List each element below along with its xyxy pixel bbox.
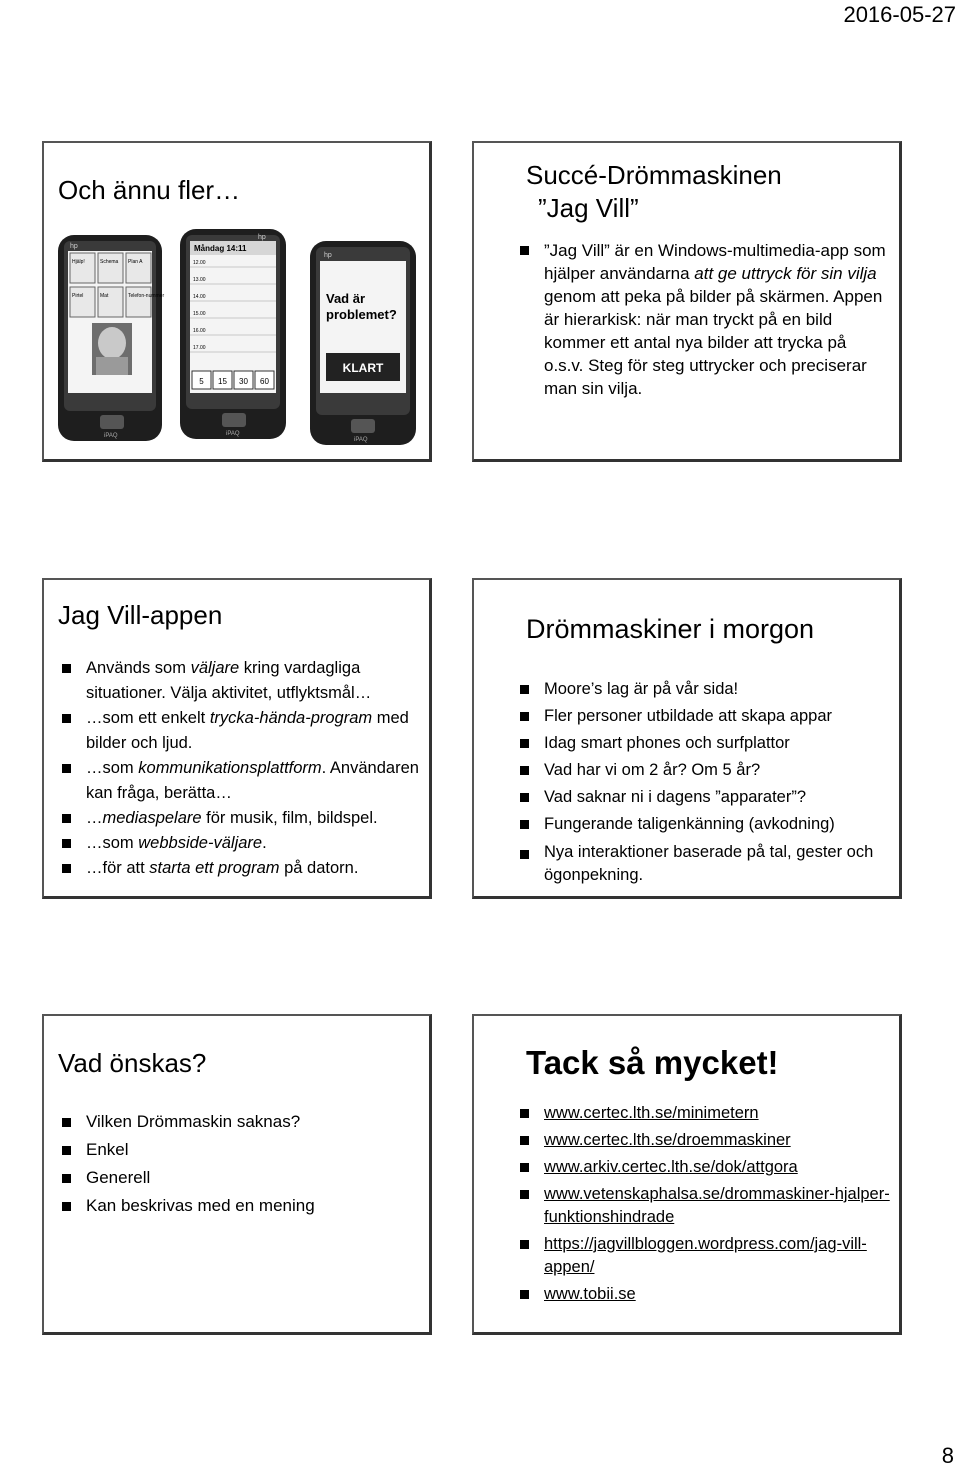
- square-bullet-icon: [62, 1174, 71, 1183]
- square-bullet-icon: [520, 793, 529, 802]
- phone-2: [180, 229, 286, 439]
- bullet-item: Fungerande taligenkänning (avkodning): [516, 811, 896, 838]
- square-bullet-icon: [62, 839, 71, 848]
- square-bullet-icon: [520, 1136, 529, 1145]
- square-bullet-icon: [62, 1118, 71, 1127]
- slide-drommaskiner-i-morgon: [472, 578, 902, 899]
- bullet-item: Moore’s lag är på vår sida!: [516, 676, 896, 703]
- bullet-item: Idag smart phones och surfplattor: [516, 730, 896, 757]
- url-link[interactable]: www.arkiv.certec.lth.se/dok/attgora: [544, 1158, 798, 1176]
- slide-och-annu-fler: [42, 141, 432, 462]
- slide-title-line-1: Succé-Drömmaskinen: [526, 160, 782, 190]
- url-link[interactable]: www.certec.lth.se/minimetern: [544, 1104, 759, 1122]
- bullet-item: [516, 1183, 896, 1229]
- square-bullet-icon: [520, 1190, 529, 1199]
- phone-button-label: Telefon-nummer: [128, 293, 165, 299]
- svg-text:iPAQ: iPAQ: [104, 433, 118, 439]
- bullet-item: Vilken Drömmaskin saknas?: [58, 1108, 424, 1136]
- slide-vad-onskas: [42, 1014, 432, 1335]
- slide-title: Drömmaskiner i morgon: [526, 614, 815, 644]
- schedule-time: 13.00: [193, 277, 206, 283]
- bullet-item: Kan beskrivas med en mening: [58, 1192, 424, 1220]
- schedule-time: 17.00: [193, 345, 206, 351]
- bullet-item: Nya interaktioner baserade på tal, gester och ögonpekning.: [516, 841, 896, 887]
- svg-text:Måndag 14:11: Måndag 14:11: [194, 244, 247, 253]
- bullet-list: [58, 656, 424, 881]
- square-bullet-icon: [520, 685, 529, 694]
- svg-text:KLART: KLART: [342, 361, 384, 375]
- slide-jag-vill-appen: [42, 578, 432, 899]
- square-bullet-icon: [62, 1202, 71, 1211]
- square-bullet-icon: [520, 1163, 529, 1172]
- square-bullet-icon: [520, 1290, 529, 1299]
- phone-1: [58, 235, 164, 441]
- url-link[interactable]: https://jagvillbloggen.wordpress.com/jag-vill-appen/: [544, 1235, 867, 1276]
- slide-title-line-2: ”Jag Vill”: [538, 193, 639, 223]
- phone-button-label: Schema: [100, 259, 119, 265]
- bullet-item: Fler personer utbildade att skapa appar: [516, 703, 896, 730]
- svg-text:iPAQ: iPAQ: [226, 431, 240, 437]
- schedule-time: 14.00: [193, 294, 206, 300]
- page-number: 8: [941, 1443, 954, 1468]
- bullet-item: Generell: [58, 1164, 424, 1192]
- bullet-item: Används som väljare kring vardagliga situationer. Välja aktivitet, utflyktsmål…: [58, 656, 424, 706]
- square-bullet-icon: [62, 714, 71, 723]
- svg-text:iPAQ: iPAQ: [354, 437, 368, 443]
- square-bullet-icon: [62, 1146, 71, 1155]
- square-bullet-icon: [62, 764, 71, 773]
- bullet-item: [516, 1233, 896, 1279]
- square-bullet-icon: [62, 864, 71, 873]
- phone-button: [98, 287, 123, 317]
- svg-text:problemet?: problemet?: [326, 307, 397, 322]
- timer-button-label: 15: [218, 377, 227, 386]
- url-link[interactable]: www.certec.lth.se/droemmaskiner: [544, 1131, 791, 1149]
- bullet-list: [58, 1108, 424, 1220]
- phone-button: [98, 253, 123, 283]
- slide-title: Tack så mycket!: [526, 1044, 779, 1081]
- square-bullet-icon: [520, 766, 529, 775]
- slide-title: Och ännu fler…: [58, 175, 241, 205]
- bullet-item: Vad saknar ni i dagens ”apparater”?: [516, 784, 896, 811]
- bullet-list: [516, 239, 886, 400]
- svg-text:hp: hp: [324, 252, 332, 259]
- phone-button: [70, 287, 95, 317]
- slide-title: [526, 159, 782, 225]
- bullet-item: …som webbside-väljare.: [58, 831, 424, 856]
- date-header: 2016-05-27: [843, 2, 956, 27]
- slide-tack-sa-mycket: [472, 1014, 902, 1335]
- bullet-item: …för att starta ett program på datorn.: [58, 856, 424, 881]
- bullet-item: [516, 1102, 896, 1125]
- phone-button: [70, 253, 95, 283]
- slide-title: Jag Vill-appen: [58, 600, 223, 630]
- square-bullet-icon: [520, 1240, 529, 1249]
- square-bullet-icon: [520, 246, 529, 255]
- slide-title: Vad önskas?: [58, 1048, 207, 1078]
- bullet-item: Vad har vi om 2 år? Om 5 år?: [516, 757, 896, 784]
- svg-text:hp: hp: [70, 243, 78, 250]
- timer-button-label: 5: [199, 377, 204, 386]
- timer-button-label: 30: [239, 377, 248, 386]
- svg-text:Vad är: Vad är: [326, 291, 366, 306]
- square-bullet-icon: [520, 820, 529, 829]
- phone-button-label: Pirtel: [72, 293, 84, 299]
- bullet-item: [516, 1156, 896, 1179]
- bullet-item: [516, 1129, 896, 1152]
- bullet-item: …som ett enkelt trycka-hända-program med bilder och ljud.: [58, 706, 424, 756]
- phones-photo: [56, 227, 420, 459]
- phone-button: [126, 253, 151, 283]
- square-bullet-icon: [62, 814, 71, 823]
- svg-text:hp: hp: [258, 234, 266, 241]
- square-bullet-icon: [520, 1109, 529, 1118]
- bullet-list: [516, 676, 896, 887]
- square-bullet-icon: [520, 739, 529, 748]
- square-bullet-icon: [520, 850, 529, 859]
- schedule-time: 15.00: [193, 311, 206, 317]
- url-link[interactable]: www.tobii.se: [544, 1285, 636, 1303]
- phone-3: [310, 241, 416, 445]
- phone-button-label: Plan A: [128, 259, 143, 265]
- bullet-item: …mediaspelare för musik, film, bildspel.: [58, 806, 424, 831]
- slide-succe-drommaskinen: [472, 141, 902, 462]
- url-link[interactable]: www.vetenskaphalsa.se/drommaskiner-hjalper-funktionshindrade: [544, 1185, 890, 1226]
- link-list: [516, 1102, 896, 1310]
- schedule-time: 12.00: [193, 260, 206, 266]
- phone-button: [126, 287, 151, 317]
- square-bullet-icon: [520, 712, 529, 721]
- bullet-item: [516, 1283, 896, 1306]
- square-bullet-icon: [62, 664, 71, 673]
- schedule-time: 16.00: [193, 328, 206, 334]
- bullet-item: ”Jag Vill” är en Windows-multimedia-app som hjälper användarna att ge uttryck för sin vilja genom att peka på bilder på skärmen. Appen är hierarkisk: när man tryckt på en bild kommer ett antal nya bilder att trycka på o.s.v. Steg för steg uttrycker och preciserar man sin vilja.: [516, 239, 886, 400]
- timer-button-label: 60: [260, 377, 269, 386]
- phone-button-label: Hjälp!: [72, 259, 85, 265]
- bullet-item: Enkel: [58, 1136, 424, 1164]
- bullet-item: …som kommunikationsplattform. Användaren kan fråga, berätta…: [58, 756, 424, 806]
- phone-button-label: Mat: [100, 293, 109, 299]
